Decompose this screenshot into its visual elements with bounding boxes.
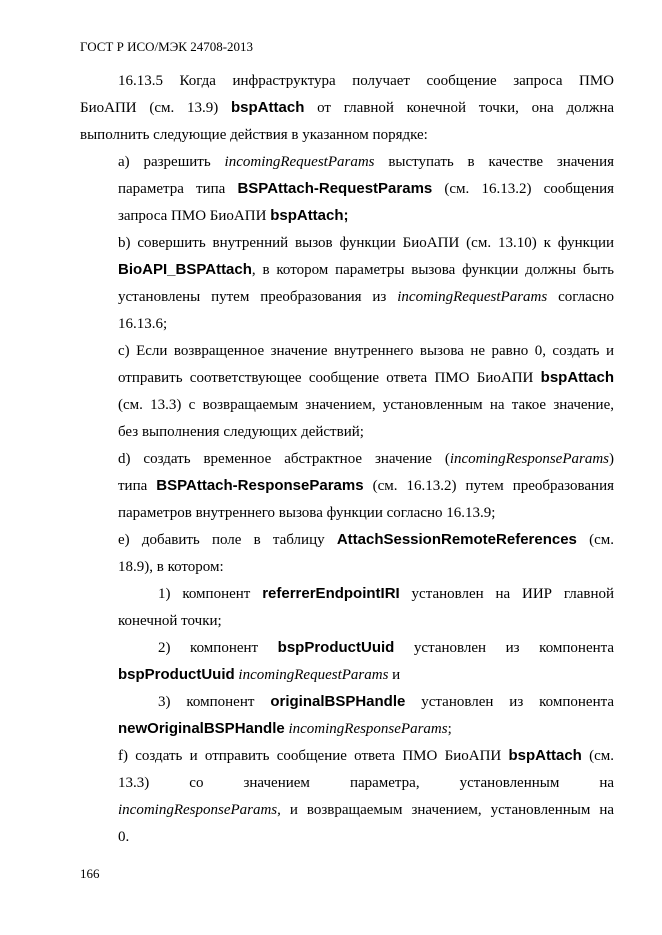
list-item-c: c) Если возвращенное значение внутреннего вызова не равно 0, создать и — [118, 343, 614, 359]
list-item-line: (см. 13.3) с возвращаемым значением, установленным на такое значение, — [118, 397, 614, 413]
code-term: bspAttach — [231, 99, 305, 116]
sub-item-2: 2) компонент bspProductUuid установлен из компонента — [158, 639, 614, 656]
list-item-e: e) добавить поле в таблицу AttachSessionRemoteReferences (см. — [118, 531, 614, 548]
list-item-b: b) совершить внутренний вызов функции БиоАПИ (см. 13.10) к функции — [118, 235, 614, 251]
paragraph-line: БиоАПИ (см. 13.9) bspAttach от главной конечной точки, она должна — [80, 99, 614, 116]
list-item-line: типа BSPAttach-ResponseParams (см. 16.13.2) путем преобразования — [118, 477, 614, 494]
list-item-line: 13.3) со значением параметра, установленным на — [118, 775, 614, 791]
list-item-line: запроса ПМО БиоАПИ bspAttach; — [118, 207, 349, 224]
list-item-line: 18.9), в котором: — [118, 559, 224, 575]
paragraph-line: выполнить следующие действия в указанном порядке: — [80, 127, 428, 143]
list-item-d: d) создать временное абстрактное значение (incomingResponseParams) — [118, 451, 614, 467]
list-item-line: incomingResponseParams, и возвращаемым значением, установленным на — [118, 802, 614, 818]
list-item-line: без выполнения следующих действий; — [118, 424, 364, 440]
document-header: ГОСТ Р ИСО/МЭК 24708-2013 — [80, 39, 254, 54]
list-item-f: f) создать и отправить сообщение ответа ПМО БиоАПИ bspAttach (см. — [118, 747, 614, 764]
list-item-line: newOriginalBSPHandle incomingResponseParams; — [118, 720, 452, 737]
sub-item-1: 1) компонент referrerEndpointIRI установлен на ИИР главной — [158, 585, 614, 602]
list-item-line: параметра типа BSPAttach-RequestParams (см. 16.13.2) сообщения — [118, 180, 614, 197]
list-item-line: 0. — [118, 829, 130, 845]
list-item-a: а) разрешить incomingRequestParams выступать в качестве значения — [118, 154, 614, 170]
list-item-line: 16.13.6; — [118, 316, 168, 332]
sub-item-3: 3) компонент originalBSPHandle установлен из компонента — [158, 693, 614, 710]
list-item-line: конечной точки; — [118, 613, 222, 629]
paragraph-line: 16.13.5 Когда инфраструктура получает сообщение запроса ПМО — [118, 73, 614, 89]
list-item-line: bspProductUuid incomingRequestParams и — [118, 666, 401, 683]
list-item-line: отправить соответствующее сообщение ответа ПМО БиоАПИ bspAttach — [118, 369, 614, 386]
list-item-line: установлены путем преобразования из incomingRequestParams согласно — [118, 289, 614, 305]
page-number: 166 — [80, 866, 100, 881]
list-item-line: BioAPI_BSPAttach, в котором параметры вызова функции должны быть — [118, 261, 614, 278]
list-item-line: параметров внутреннего вызова функции согласно 16.13.9; — [118, 505, 496, 521]
